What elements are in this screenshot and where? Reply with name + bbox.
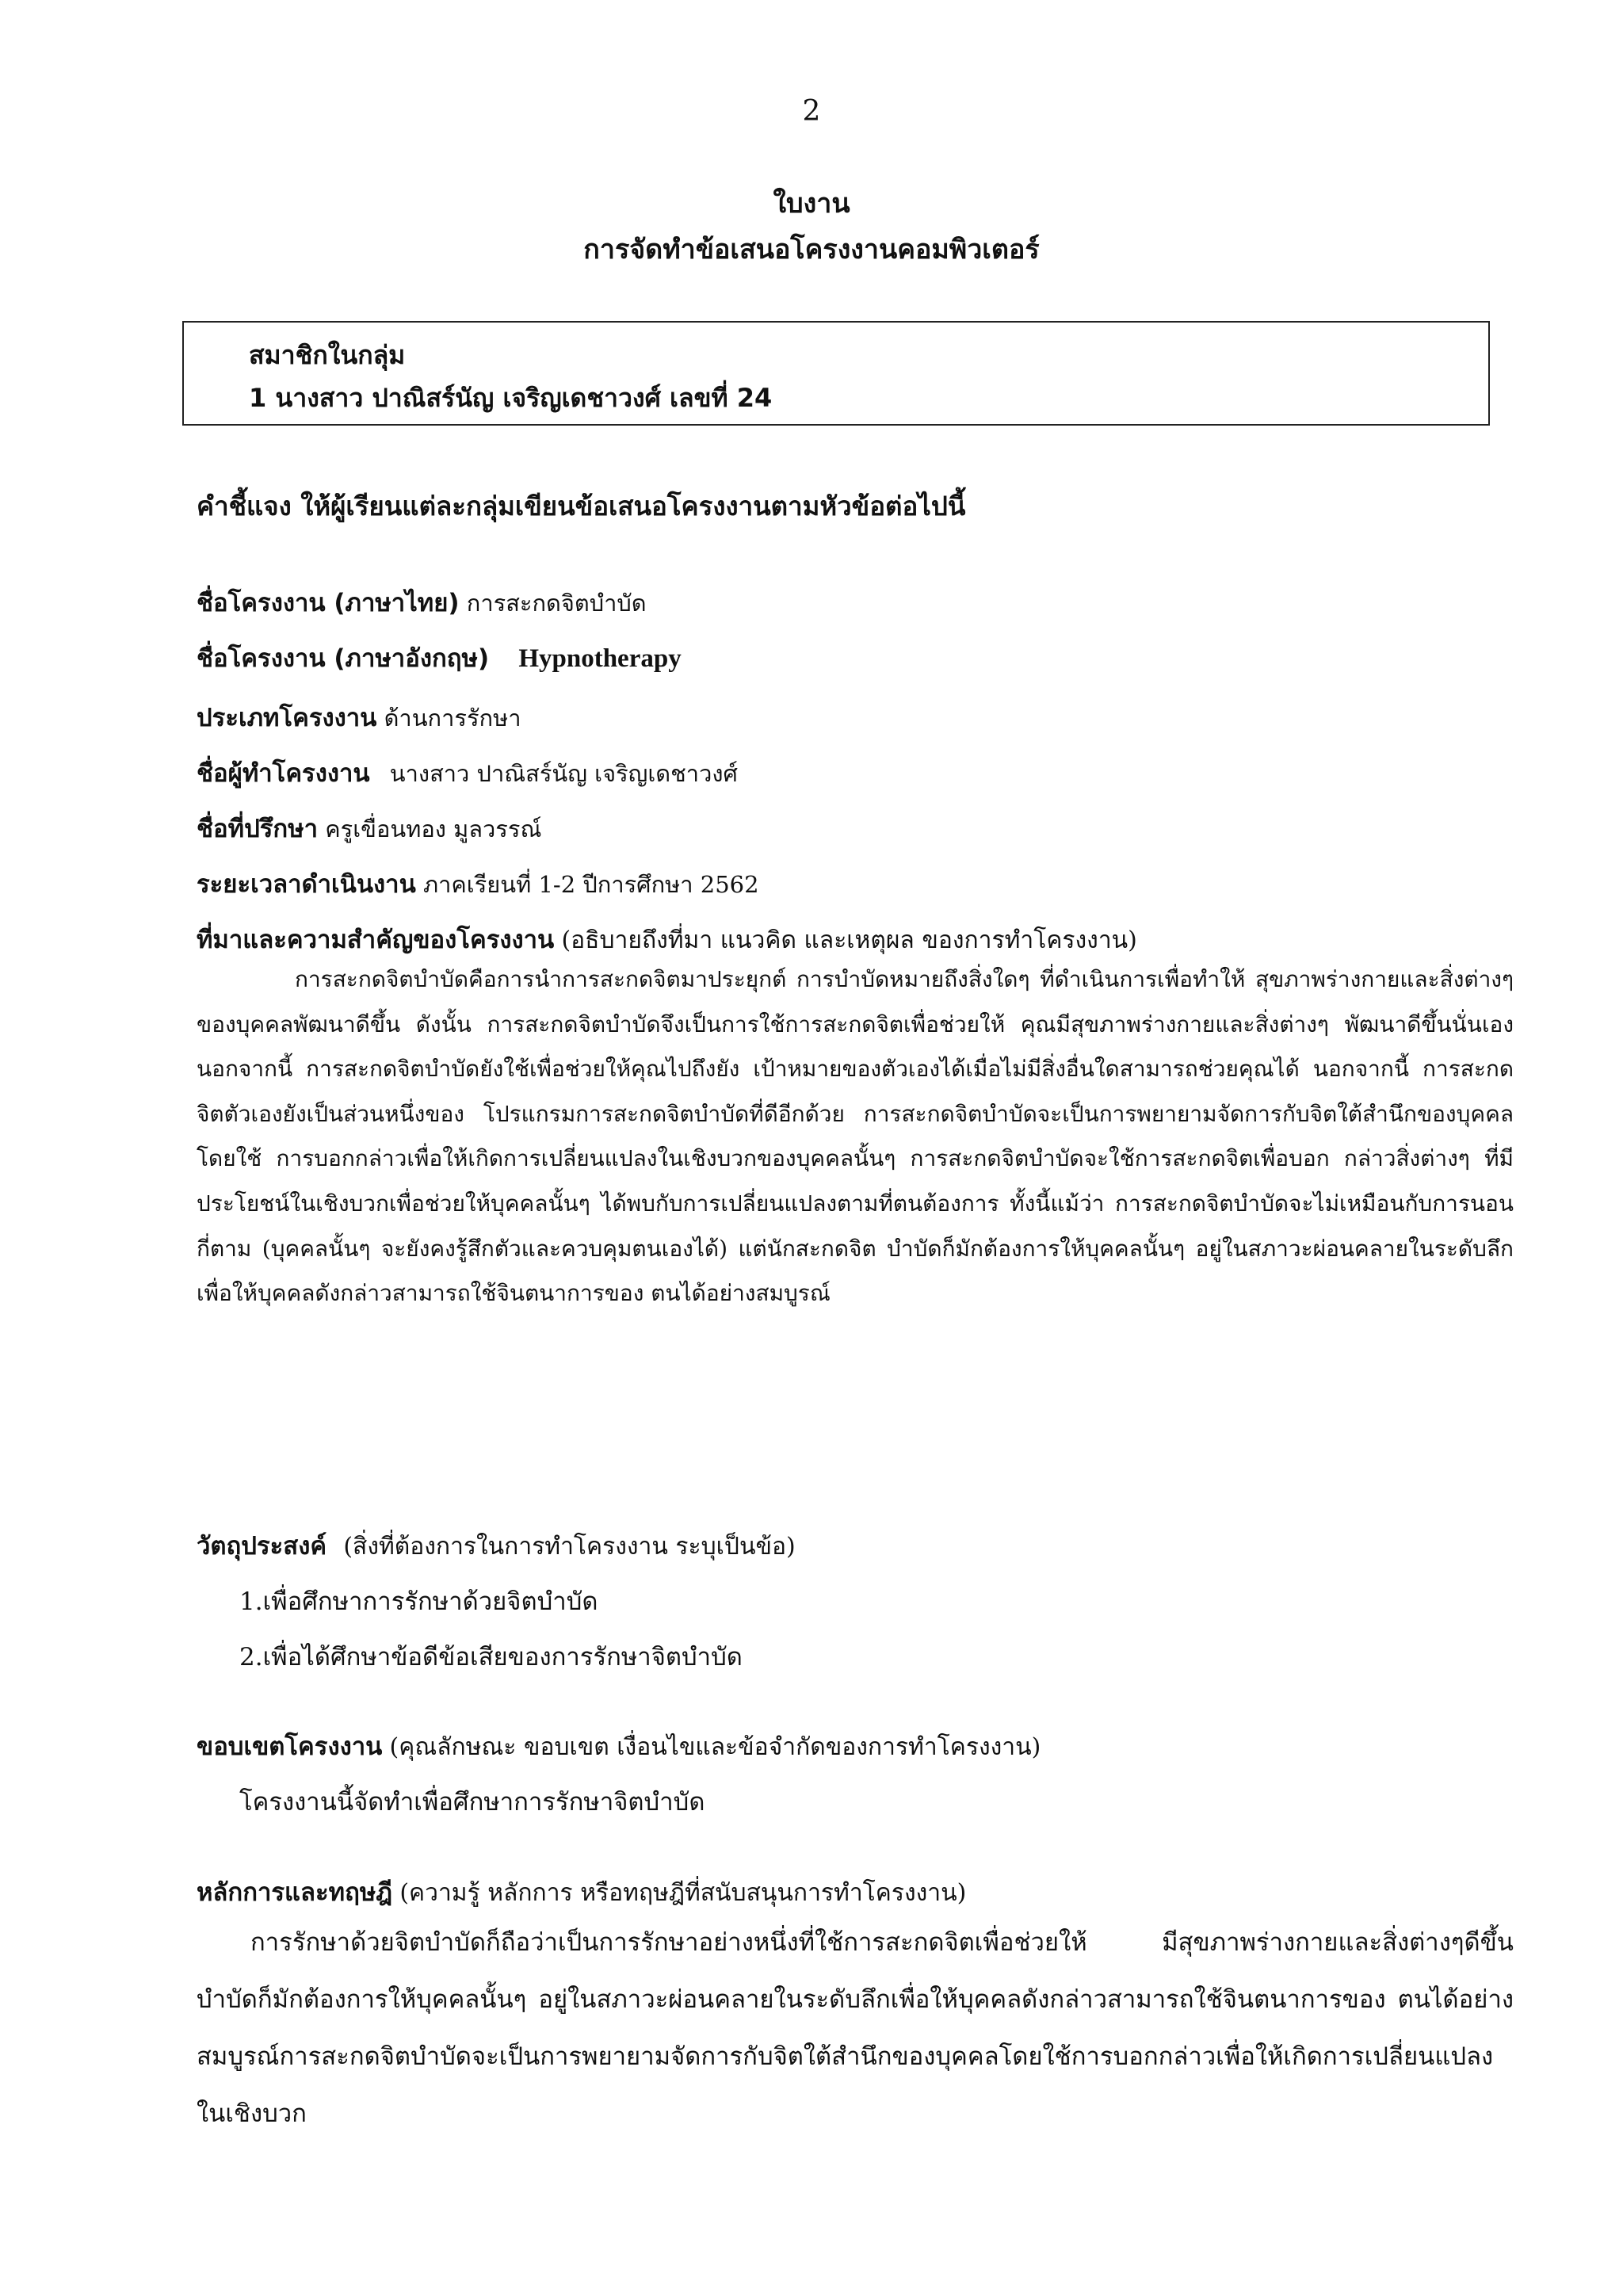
section-label: วัตถุประสงค์ — [197, 1532, 327, 1561]
section-theory-heading — [197, 1872, 1512, 1912]
field-name-english — [197, 638, 1512, 678]
document-title — [0, 181, 1623, 273]
field-author — [197, 753, 1512, 793]
field-label: ระยะเวลาดำเนินงาน — [197, 870, 416, 899]
field-label: ชื่อโครงงาน (ภาษาอังกฤษ) — [197, 644, 490, 673]
title-line-worksheet: ใบงาน — [773, 188, 850, 220]
field-value: ด้านการรักษา — [384, 705, 521, 732]
field-value: Hypnotherapy — [518, 644, 682, 673]
section-objectives-heading — [197, 1526, 1512, 1565]
field-project-type — [197, 697, 1512, 737]
section-note: (คุณลักษณะ ขอบเขต เงื่อนไขและข้อจำกัดของการทำโครงงาน) — [389, 1733, 1041, 1761]
section-note: (อธิบายถึงที่มา แนวคิด และเหตุผล ของการทำโครงงาน) — [561, 926, 1137, 954]
field-label: ชื่อโครงงาน (ภาษาไทย) — [197, 589, 460, 617]
section-label: ขอบเขตโครงงาน — [197, 1733, 383, 1761]
scope-text: โครงงานนี้จัดทำเพื่อศึกษาการรักษาจิตบำบัด — [239, 1788, 705, 1817]
field-label: ชื่อผู้ทำโครงงาน — [197, 759, 370, 788]
theory-paragraph: การรักษาด้วยจิตบำบัดก็ถือว่าเป็นการรักษาอย่างหนึ่งที่ใช้การสะกดจิตเพื่อช่วยให้ มีสุขภาพร่างกายและสิ่งต่างๆดีขึ้น บำบัดก็มักต้องการให้บุคคลนั้นๆ อยู่ในสภาวะผ่อนคลายในระดับลึกเพื่อให้บุคคลดังกล่าวสามารถใช้จินตนาการของ ตนได้อย่างสมบูรณ์การสะกดจิตบำบัดจะเป็นการพยายามจัดการกับจิตใต้สำนึกของบุคคลโดยใช้การบอกกล่าวเพื่อให้เกิดการเปลี่ยนแปลงในเชิงบวก — [197, 1928, 1514, 2128]
field-label: ประเภทโครงงาน — [197, 704, 377, 732]
section-label: ที่มาและความสำคัญของโครงงาน — [197, 926, 555, 954]
background-paragraph: การสะกดจิตบำบัดคือการนำการสะกดจิตมาประยุกต์ การบำบัดหมายถึงสิ่งใดๆ ที่ดำเนินการเพื่อทำให้ สุขภาพร่างกายและสิ่งต่างๆ ของบุคคลพัฒนาดีขึ้น ดังนั้น การสะกดจิตบำบัดจึงเป็นการใช้การสะกดจิตเพื่อช่วยให้ คุณมีสุขภาพร่างกายและสิ่งต่างๆ พัฒนาดีขึ้นนั่นเอง นอกจากนี้ การสะกดจิตบำบัดยังใช้เพื่อช่วยให้คุณไปถึงยัง เป้าหมายของตัวเองได้เมื่อไม่มีสิ่งอื่นใดสามารถช่วยคุณได้ นอกจากนี้ การสะกดจิตตัวเองยังเป็นส่วนหนึ่งของ โปรแกรมการสะกดจิตบำบัดที่ดีอีกด้วย การสะกดจิตบำบัดจะเป็นการพยายามจัดการกับจิตใต้สำนึกของบุคคลโดยใช้ การบอกกล่าวเพื่อให้เกิดการเปลี่ยนแปลงในเชิงบวกของบุคคลนั้นๆ การสะกดจิตบำบัดจะใช้การสะกดจิตเพื่อบอก กล่าวสิ่งต่างๆ ที่มีประโยชน์ในเชิงบวกเพื่อช่วยให้บุคคลนั้นๆ ได้พบกับการเปลี่ยนแปลงตามที่ตนต้องการ ทั้งนี้แม้ว่า การสะกดจิตบำบัดจะไม่เหมือนกับการนอนกี่ตาม (บุคคลนั้นๆ จะยังคงรู้สึกตัวและควบคุมตนเองได้) แต่นักสะกดจิต บำบัดก็มักต้องการให้บุคคลนั้นๆ อยู่ในสภาวะผ่อนคลายในระดับลึกเพื่อให้บุคคลดังกล่าวสามารถใช้จินตนาการของ ตนได้อย่างสมบูรณ์ — [197, 966, 1514, 1307]
section-background-heading — [197, 919, 1512, 959]
field-value: ภาคเรียนที่ 1-2 ปีการศึกษา 2562 — [423, 871, 759, 898]
section-note: (สิ่งที่ต้องการในการทำโครงงาน ระบุเป็นข้อ) — [343, 1533, 796, 1561]
field-name-thai — [197, 583, 1512, 622]
page-number: 2 — [802, 95, 821, 128]
members-heading: สมาชิกในกลุ่ม — [249, 340, 406, 370]
objective-item: 1.เพื่อศึกษาการรักษาด้วยจิตบำบัด — [239, 1587, 598, 1616]
title-line-proposal: การจัดทำข้อเสนอโครงงานคอมพิวเตอร์ — [583, 234, 1040, 266]
field-duration — [197, 864, 1512, 904]
section-scope-heading — [197, 1726, 1512, 1766]
section-label: หลักการและทฤษฎี — [197, 1878, 393, 1907]
field-value: นางสาว ปาณิสร์นัญ เจริญเดชาวงศ์ — [389, 760, 738, 787]
field-advisor — [197, 808, 1512, 848]
field-value: การสะกดจิตบำบัด — [466, 590, 647, 617]
section-note: (ความรู้ หลักการ หรือทฤษฎีที่สนับสนุนการทำโครงงาน) — [399, 1879, 967, 1907]
member-item: 1 นางสาว ปาณิสร์นัญ เจริญเดชาวงศ์ เลขที่ 24 — [249, 383, 773, 413]
field-value: ครูเขื่อนทอง มูลวรรณ์ — [325, 816, 542, 842]
instruction: คำชี้แจง ให้ผู้เรียนแต่ละกลุ่มเขียนข้อเสนอโครงงานตามหัวข้อต่อไปนี้ — [197, 491, 966, 521]
objective-item: 2.เพื่อได้ศึกษาข้อดีข้อเสียของการรักษาจิตบำบัด — [239, 1643, 743, 1671]
members-box — [182, 321, 1490, 426]
field-label: ชื่อที่ปรึกษา — [197, 815, 319, 843]
